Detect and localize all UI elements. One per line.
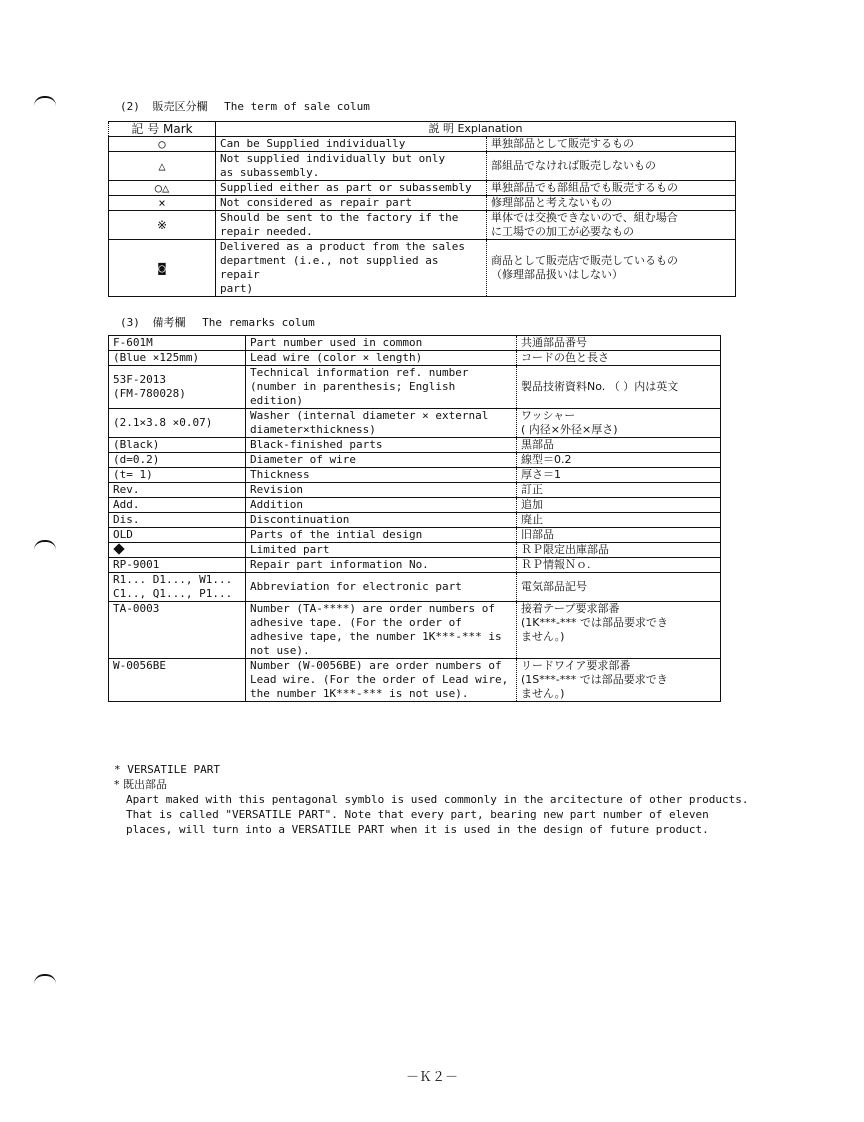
sale-explanation-ja: 単独部品として販売するもの bbox=[487, 137, 736, 152]
remarks-explanation-en: Black-finished parts bbox=[246, 438, 517, 453]
remarks-row bbox=[109, 453, 721, 468]
sale-row bbox=[109, 181, 736, 196]
sale-section-title: (2) 販売区分欄 The term of sale colum bbox=[120, 100, 370, 113]
remarks-code: Rev. bbox=[109, 483, 246, 498]
sale-explanation-ja: 修理部品と考えないもの bbox=[487, 196, 736, 211]
remarks-row bbox=[109, 468, 721, 483]
remarks-explanation-en: Part number used in common bbox=[246, 336, 517, 351]
sale-row bbox=[109, 240, 736, 297]
remarks-explanation-ja: 黒部品 bbox=[517, 438, 721, 453]
diamond-icon bbox=[113, 543, 124, 554]
remarks-explanation-en: Abbreviation for electronic part bbox=[246, 573, 517, 602]
sale-mark: ※ bbox=[109, 211, 216, 240]
sale-table-header bbox=[109, 122, 736, 137]
remarks-explanation-en: Diameter of wire bbox=[246, 453, 517, 468]
sale-explanation-en: Delivered as a product from the sales department (i.e., not supplied as repair part) bbox=[216, 240, 487, 297]
margin-mark bbox=[34, 974, 56, 984]
sale-mark: ○△ bbox=[109, 181, 216, 196]
remarks-explanation-ja: 厚さ＝1 bbox=[517, 468, 721, 483]
margin-mark bbox=[34, 96, 56, 106]
remarks-row bbox=[109, 409, 721, 438]
sale-explanation-ja: 商品として販売店で販売しているもの （修理部品扱いはしない） bbox=[487, 240, 736, 297]
remarks-code: F-601M bbox=[109, 336, 246, 351]
remarks-explanation-en: Washer (internal diameter × external diameter×thickness) bbox=[246, 409, 517, 438]
remarks-code: 53F-2013 (FM-780028) bbox=[109, 366, 246, 409]
sale-explanation-ja: 部組品でなければ販売しないもの bbox=[487, 152, 736, 181]
remarks-explanation-en: Addition bbox=[246, 498, 517, 513]
sale-row bbox=[109, 211, 736, 240]
sale-row bbox=[109, 137, 736, 152]
sale-table bbox=[108, 121, 736, 297]
footnote-title-ja: * 既出部品 bbox=[114, 778, 167, 791]
explanation-header: 説 明 Explanation bbox=[216, 122, 736, 137]
remarks-row bbox=[109, 573, 721, 602]
remarks-explanation-ja: 線型＝0.2 bbox=[517, 453, 721, 468]
remarks-explanation-en: Thickness bbox=[246, 468, 517, 483]
remarks-code: (t= 1) bbox=[109, 468, 246, 483]
remarks-row bbox=[109, 558, 721, 573]
remarks-row bbox=[109, 543, 721, 558]
page-number: －Ｋ２－ bbox=[405, 1070, 458, 1085]
remarks-explanation-en: Revision bbox=[246, 483, 517, 498]
remarks-row bbox=[109, 513, 721, 528]
remarks-code: (Blue ×125mm) bbox=[109, 351, 246, 366]
remarks-explanation-ja: 製品技術資料No. （ ）内は英文 bbox=[517, 366, 721, 409]
remarks-code: W-0056BE bbox=[109, 659, 246, 702]
footnote-paragraph: Apart maked with this pentagonal symblo is used commonly in the arcitecture of other products. That is called "VERSATILE PART". Note that every part, bearing new part number of eleven places, will turn into a VERSATILE PART when it is used in the design of future product. bbox=[126, 793, 749, 836]
remarks-row bbox=[109, 528, 721, 543]
remarks-code: Add. bbox=[109, 498, 246, 513]
sale-explanation-en: Should be sent to the factory if the repair needed. bbox=[216, 211, 487, 240]
remarks-section-title: (3) 備考欄 The remarks colum bbox=[120, 316, 315, 329]
remarks-row bbox=[109, 659, 721, 702]
sale-mark: ◙ bbox=[109, 240, 216, 297]
footnotes bbox=[114, 762, 749, 837]
remarks-explanation-en: Discontinuation bbox=[246, 513, 517, 528]
remarks-explanation-ja: 接着テープ要求部番 (1K***-*** では部品要求でき ません。) bbox=[517, 602, 721, 659]
remarks-explanation-en: Limited part bbox=[246, 543, 517, 558]
sale-explanation-en: Not supplied individually but only as subassembly. bbox=[216, 152, 487, 181]
remarks-explanation-ja: ＲＰ情報Ｎｏ. bbox=[517, 558, 721, 573]
remarks-explanation-en: Number (W-0056BE) are order numbers of Lead wire. (For the order of Lead wire, the number 1K***-*** is not use). bbox=[246, 659, 517, 702]
sale-explanation-ja: 単体では交換できないので、組む場合 に工場での加工が必要なもの bbox=[487, 211, 736, 240]
remarks-row bbox=[109, 336, 721, 351]
remarks-row bbox=[109, 498, 721, 513]
remarks-explanation-ja: ワッシャー ( 内径×外径×厚さ) bbox=[517, 409, 721, 438]
sale-row bbox=[109, 196, 736, 211]
remarks-explanation-ja: コードの色と長さ bbox=[517, 351, 721, 366]
sale-explanation-ja: 単独部品でも部組品でも販売するもの bbox=[487, 181, 736, 196]
sale-explanation-en: Supplied either as part or subassembly bbox=[216, 181, 487, 196]
remarks-row bbox=[109, 438, 721, 453]
remarks-explanation-en: Parts of the intial design bbox=[246, 528, 517, 543]
remarks-table bbox=[108, 335, 721, 702]
remarks-code: (2.1×3.8 ×0.07) bbox=[109, 409, 246, 438]
sale-row bbox=[109, 152, 736, 181]
margin-mark bbox=[34, 540, 56, 550]
remarks-explanation-ja: 共通部品番号 bbox=[517, 336, 721, 351]
remarks-code: RP-9001 bbox=[109, 558, 246, 573]
remarks-explanation-ja: リードワイア要求部番 (1S***-*** では部品要求でき ません。) bbox=[517, 659, 721, 702]
remarks-explanation-ja: ＲＰ限定出庫部品 bbox=[517, 543, 721, 558]
sale-mark: × bbox=[109, 196, 216, 211]
sale-explanation-en: Not considered as repair part bbox=[216, 196, 487, 211]
remarks-explanation-en: Number (TA-****) are order numbers of adhesive tape. (For the order of adhesive tape, the number 1K***-*** is not use). bbox=[246, 602, 517, 659]
remarks-code: (Black) bbox=[109, 438, 246, 453]
remarks-row bbox=[109, 351, 721, 366]
remarks-code: OLD bbox=[109, 528, 246, 543]
sale-mark: △ bbox=[109, 152, 216, 181]
remarks-code: (d=0.2) bbox=[109, 453, 246, 468]
footnote-title-en: * VERSATILE PART bbox=[114, 763, 220, 776]
mark-header: 記 号 Mark bbox=[109, 122, 216, 137]
remarks-explanation-en: Lead wire (color × length) bbox=[246, 351, 517, 366]
remarks-code: Dis. bbox=[109, 513, 246, 528]
remarks-explanation-ja: 訂正 bbox=[517, 483, 721, 498]
remarks-code bbox=[109, 543, 246, 558]
remarks-row bbox=[109, 483, 721, 498]
remarks-explanation-ja: 旧部品 bbox=[517, 528, 721, 543]
sale-mark: ○ bbox=[109, 137, 216, 152]
remarks-explanation-ja: 電気部品記号 bbox=[517, 573, 721, 602]
remarks-code: R1... D1..., W1... C1.., Q1..., P1... bbox=[109, 573, 246, 602]
sale-explanation-en: Can be Supplied individually bbox=[216, 137, 487, 152]
remarks-explanation-en: Repair part information No. bbox=[246, 558, 517, 573]
remarks-row bbox=[109, 366, 721, 409]
remarks-row bbox=[109, 602, 721, 659]
remarks-explanation-ja: 追加 bbox=[517, 498, 721, 513]
remarks-explanation-ja: 廃止 bbox=[517, 513, 721, 528]
remarks-explanation-en: Technical information ref. number (number in parenthesis; English edition) bbox=[246, 366, 517, 409]
remarks-code: TA-0003 bbox=[109, 602, 246, 659]
